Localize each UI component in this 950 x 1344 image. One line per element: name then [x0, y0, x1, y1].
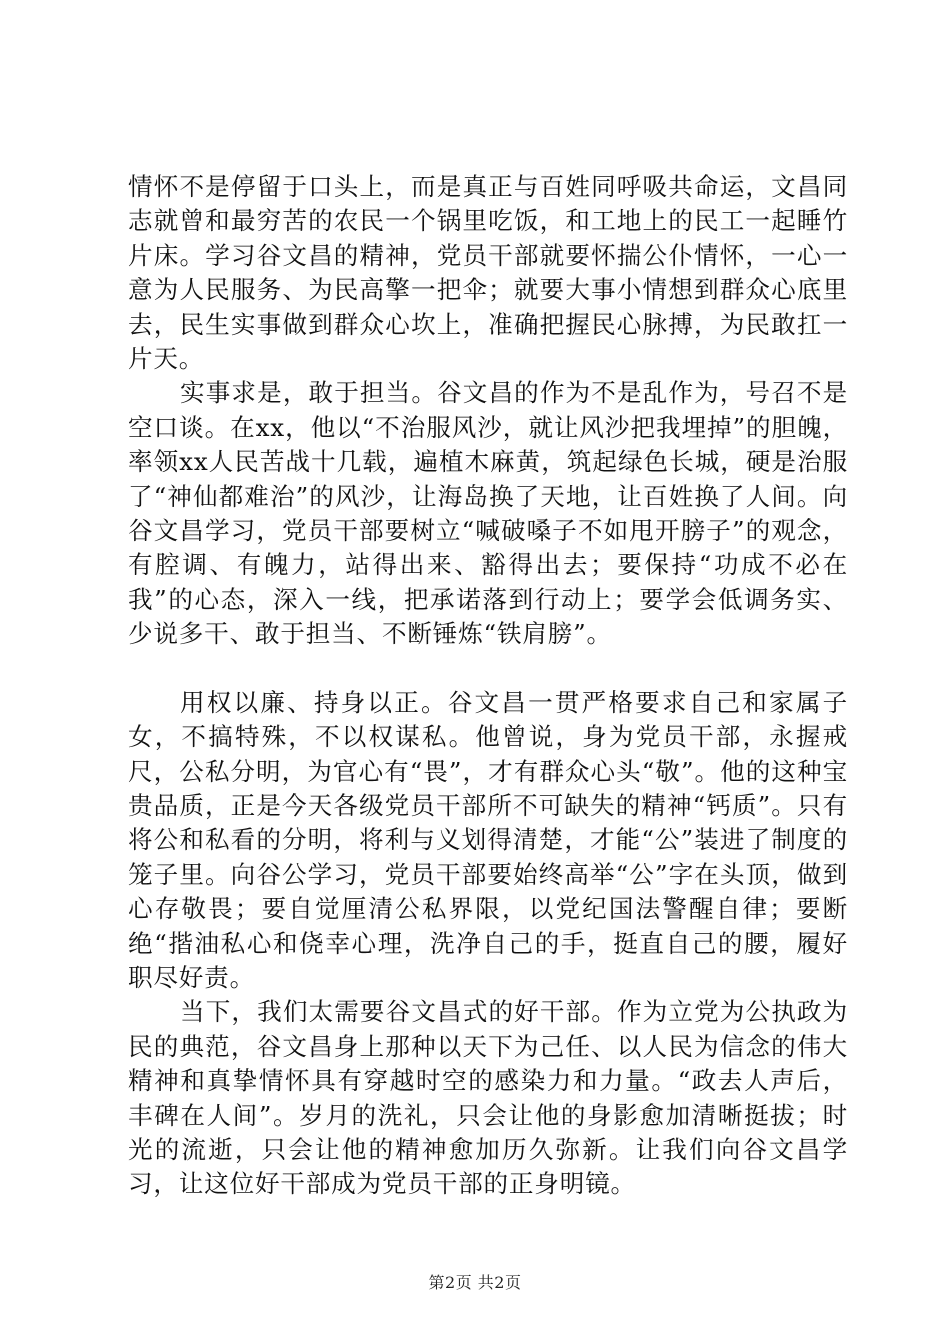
- page-footer: 第2页 共2页: [428, 1273, 522, 1292]
- paragraph-integrity: 用权以廉、持身以正。谷文昌一贯严格要求自己和家属子女，不搞特殊，不以权谋私。他曾说，身为党员干部，永握戒尺，公私分明，为官心有“畏”，才有群众心头“敬”。他的这种宝贵品质，正是今天各级党员干部所不可缺失的精神“钙质”。只有将公和私看的分明，将利与义划得清楚，才能“公”装进了制度的笼子里。向谷公学习，党员干部要始终高举“公”字在头顶，做到心存敬畏；要自觉厘清公私界限，以党纪国法警醒自律；要断绝“揩油私心和侥幸心理，洗净自己的手，挺直自己的腰，履好职尽好责。: [128, 687, 848, 992]
- paragraph-continuation: 情怀不是停留于口头上，而是真正与百姓同呼吸共命运，文昌同志就曾和最穷苦的农民一个锅里吃饭，和工地上的民工一起睡竹片床。学习谷文昌的精神，党员干部就要怀揣公仆情怀，一心一意为人民服务、为民高擎一把伞；就要大事小情想到群众心底里去，民生实事做到群众心坎上，准确把握民心脉搏，为民敢扛一片天。: [128, 172, 848, 374]
- document-body: [128, 170, 848, 1202]
- paragraph-gap: [128, 652, 848, 686]
- paragraph-conclusion: 当下，我们太需要谷文昌式的好干部。作为立党为公执政为民的典范，谷文昌身上那种以天下为己任、以人民为信念的伟大精神和真挚情怀具有穿越时空的感染力和力量。“政去人声后，丰碑在人间”。岁月的洗礼，只会让他的身影愈加清晰挺拔；时光的流逝，只会让他的精神愈加历久弥新。让我们向谷文昌学习，让这位好干部成为党员干部的正身明镜。: [128, 997, 848, 1199]
- paragraph-pragmatism: 实事求是，敢于担当。谷文昌的作为不是乱作为，号召不是空口谈。在xx，他以“不治服风沙，就让风沙把我埋掉”的胆魄，率领xx人民苦战十几载，遍植木麻黄，筑起绿色长城，硬是治服了“神仙都难治”的风沙，让海岛换了天地，让百姓换了人间。向谷文昌学习，党员干部要树立“喊破嗓子不如甩开膀子”的观念，有腔调、有魄力，站得出来、豁得出去；要保持“功成不必在我”的心态，深入一线，把承诺落到行动上；要学会低调务实、少说多干、敢于担当、不断锤炼“铁肩膀”。: [128, 378, 848, 649]
